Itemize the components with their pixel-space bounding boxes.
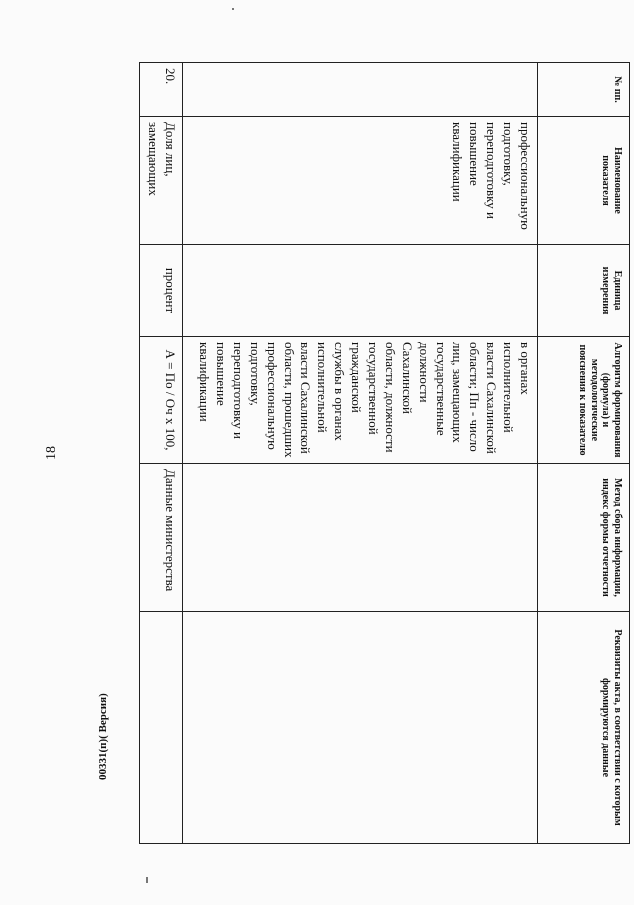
- header-act: Реквизиты акта, в соответствии с которым формируются данные: [538, 612, 630, 844]
- indicator-table: [139, 62, 630, 844]
- row-num: 20.: [140, 63, 183, 117]
- row-method: Данные министерства: [140, 464, 183, 612]
- table-header-row: [538, 63, 630, 844]
- header-formula: Алгоритм формирования (формула) и методологические пояснения к показателю: [538, 337, 630, 464]
- row-act: [140, 612, 183, 844]
- row-method: [183, 464, 538, 612]
- header-num: № пп.: [538, 63, 630, 117]
- header-unit: Единица измерения: [538, 245, 630, 337]
- row-num: [183, 63, 538, 117]
- table-row: [183, 63, 538, 844]
- row-formula: в органах исполнительной власти Сахалинской области; Пп - число лиц, замещающих государственные должности Сахалинской области, должности государственной гражданской службы в органах исполнительной власти Сахалинской области, прошедших профессиональную подготовку, переподготовку и повышение квалификации: [183, 337, 538, 464]
- scan-speck: [146, 877, 148, 883]
- row-act: [183, 612, 538, 844]
- header-method: Метод сбора информации, индекс формы отчетности: [538, 464, 630, 612]
- row-formula: А = По / Оч х 100,: [140, 337, 183, 464]
- document-code: [97, 693, 109, 780]
- rotated-table-area: [147, 62, 630, 843]
- table-row: [140, 63, 183, 844]
- header-name: Наименование показателя: [538, 117, 630, 245]
- document-code-number: 00331(п): [97, 738, 109, 780]
- row-name: профессиональную подготовку, переподготовку и повышение квалификации: [183, 117, 538, 245]
- row-unit: [183, 245, 538, 337]
- row-name: Доля лиц, замещающих: [140, 117, 183, 245]
- document-code-suffix: ( Версия): [97, 693, 109, 739]
- row-unit: процент: [140, 245, 183, 337]
- page-number: 18: [44, 446, 59, 460]
- scan-speck: [232, 8, 234, 10]
